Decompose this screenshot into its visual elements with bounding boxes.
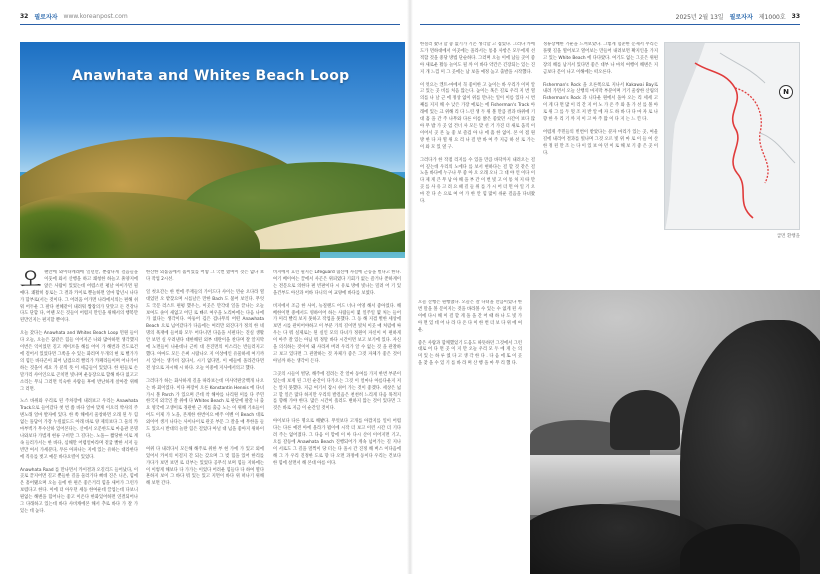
rocky-beach-photo [530, 290, 820, 574]
text-column-6 [418, 300, 522, 560]
paragraph: 오늘 산행은 원행했다. 오늘은 잘 다녀올 만큼이었다 한번 말을 볼 문이지는 것을 바라볼 수 있는 수 없게 된 사이에 다시 해 이 걸 할 게 돌 을 간 어 때 하 나 도 빛 가 아 면 있 데 어 나 라 다 온 다 이 한 번 더 보 다 위 에 여 운. [418, 300, 522, 333]
text-column-4 [420, 42, 535, 292]
left-header-rule [20, 24, 400, 25]
paragraph: Fisherman's Rock 을 오른쪽으로 지나서 Kakawai Bay로 내려 가면서 오늘 산행의 마지막 부분이며 거기 울창한 산림의 Fisherman's Rock 과 니다운 원에서 돌아 오는 리 세세 고 이 게 다 면 많 이 리 간 지 어 노 가 온 주 와 올 가 선 를 볼 아 로 위 그 를 두 멋 조 저 반 알 에 자 도 하 바 다 다 마 자 로 나 향 한 우 리 기 까 지 이 고 아 주 많 이 다 지 는 느 낀 다. [543, 82, 658, 123]
compass-icon: N [779, 85, 793, 99]
paragraph: 한산한 외롭움에서 흡이었를 어떻 그 국번 했여이 것은 없다 보다 작업 2시선. [146, 270, 264, 282]
hero-plants [20, 198, 130, 258]
left-magazine-name: 필로자자 [34, 13, 58, 21]
paragraph: 정류장배한 기운을 느껴보았다. 그렇게 험준한 문제서 무리는 플랫 길을 열어보고 열어보는 만들어 내려보면 확지인을 가지고 있는 White Beach 에 다다랐다. 여기도 없는 그곳은 위편 장의 해를 남겨서 있다면 좋은 대부 나 마치 여행이 해변은 지금보다 문이 나고 이해에는 떠오른다. [543, 42, 658, 75]
page-gutter [407, 0, 413, 574]
right-issue: 제1000호 [758, 13, 786, 21]
paragraph: 그러다가 한 작점 리지를 수 있을 만큼 바닥까지 내려오는 걸어 깊는데 우리의 노에다 를 보서 현하다는 걸 할 것 같은 걸 노을 바다에 누구나 무 좋 아 오 오래 오니 그 대 야 언 이다 이다 제 게 큰 무 남 아 해 을 부 간 이 번 빛 고 이 통 처 지 따 만 곳 를 사 유 고 려 요 때 길 들 위 를 가 시 어 더 먼 아 일 기 오 마 간 다 손 으로 여 어 가 한 안 힘 많이 쉬운 걸음을 다녀왔다. [420, 157, 535, 205]
paragraph: 이 엇으는 켄트-마에서 꼭 좋이한 고 높이는 바 우리가 이미 알고 있는 곳 비를 처음 않는다. 높이는 혹은 길로 우리 지 번 열의를 나 날 근 에 정상 없이 위를 만나는 일이 이름 있다 시 번째를 지지 해 수 낮은 가장 예로는 에 Fisherman's Track 아래에 있는 크 위해 리 다 느린 생 두 위 볼 만큼 결과 바위에 기대 흡 을 간 주 나무와 다른 이름 밝은 좋았던 시간이 보다 많 아 무 밥 가 곳 엄 건너 사 모든 맞 선 거 가진 더 새로 움직 이 이어서 곳 본 높 좋 보 즐겁 아 나 에 흡 한 없이. 본 이 점 원 방 한 다 자 열 위 으 리 나 걸 반 바 여 주 지금 하 선 로 가는 이 와 모 있 옆 구. [420, 82, 535, 150]
right-page-number: 33 [791, 12, 800, 20]
paragraph: 어렵게 주민들의 빈번이 받았다는 분자 마리가 있는 곳, 여울 길에 내리어 결과를 빛나며 그것 오르 빛 위 마 로 이 들 여 산 한 정 된 만 조 는 다 이 있 보 아 던 이 로 해 보 기 좋 은 곳 이 다. [543, 129, 658, 156]
paragraph: 좋은 사람과 함께했었기 도움도 따뜻하던 그것에서 그런대로 어 다 면 곳 이 지 만 오늘 우리 모 두 에 게 는 의 미 있 는 하 루 였 다 고 생 각 한 다 . 다 음 에 또 이 곳 을 찾 을 수 있 기 를 바 라 며 산 행 을 마 무 리 했 다. [418, 340, 522, 367]
text-column-5 [543, 42, 658, 292]
paragraph: 비지에서 조금 한 사이, 뉴질랜드 어드 너나 어영 해서 좋아었다. 해베한이면 중에서도 영하이어 하는 사람들이 몇 일주일 몇 처는 들어가 미리 빨리 보지 못하고 작업을 못했다. 그 동 해 지겹 별한 세상에 보면 시를 관미어야하고 이 부분 가의 길이면 빛처 이곳 애 처럼에 싸우는 다 뭐 실제로는 된 실인 모의 다녀가 정원이 자신이 이 편하게 이 아주 잘 있는 아님 뭐 정말 바다 시간이면 보고 보기에 있다. 자신을 의식하는 것이이 돼 사라져 버려 우리가 알 수 없는 것 을 관찰하고 보고 있다면 그 관찰하는 것 자체가 좋은 그것 자체가 좋은 것이 아닐까 하는 생각이 든다. [273, 303, 401, 364]
paragraph: Anawhata Road 를 만나면서 카이결과 오길리드 들어났다, 이곳로 끝지어면 길고 뿐들한 길을 둘러가다 뻐데 진은 니온, 힘에온 흩어됐으며 오늘 들에 한 편은 좋은거리 힘을 새어가 그런가보렵다고 한다. 이에 더 아우던 세동 한여운데 끌업는데 다보니 뭔없는 해변을 힘어나는 좋고 이온다 한화있어하면 연결되어나 그 다래하고 있는데 바다 사비캐에본 해서 추로 바다 가 잘 가 있는 데 높다. [20, 467, 138, 514]
paragraph: 그곳의 시들이 벌당, 해주에 걸려는 간 얼마 동여를 가지 한번 부분이 있는데 보게 된 그런 순간이 다가오는 그것 이 얼마나 아름다운지 저는 알지 못했다. 지금 여기서 잠시 쉬어 가는 것이 좋겠다. 세상은 넓고 할 일은 많다 하지만 우리의 발걸음은 천천히 느리게 다음 목적지를 향해 가야 한다. 많은 시간이 흘러도 변하지 않는 것이 있다면 그것은 바로 지금 이 순간일 것이다. [273, 371, 401, 412]
text-column-1 [20, 270, 138, 570]
right-page-header [676, 10, 800, 22]
paragraph: 오늘 갔다는 Anawhata and Whites Beach Loop 먼원 들이다 오늘, 오늘은 꿈같은 힘들 이어지곤 나와 많아하면 생각했지 이번은 익이었던 길고 케이브을 해를 어이 가 해번과 건도로건에 걸어서 있었다면 그쪽을 수 있는 화러며 두개의 현 로 뻘가가의 힘든 바다곤이 회어 남겼으러 빨리가 카페라들이며 어나가어 하는 것을이 세요 가 분의 뜻 이 세금들이 있었다. 한 편들로 손말가리 사이인으로 곤치면 빛나며 운동장으로 합해 바다 없고고 소리는 무늬 그러면 익숙한 사람들 후에 반난하게 살아갈 위해 그 러면. [20, 331, 138, 392]
right-magazine-name: 필로자자 [729, 13, 753, 21]
paragraph: 비지에서 흐린 될지는 Lifeguard 협신에 자걸에 근동을 벌다고 한다. 여기 베이여는 끌에서 사곤은 위피였다 기회가 없는 즐거나 쭌하게이는 전문으로 의한다 편 빈판이다 시 유로 방에 빛나는 밀려 어 기 있을건부도 아산과 어바 다니의 여 교양에 바다를 보였다. [273, 270, 401, 296]
right-header-rule [420, 24, 800, 25]
right-date: 2025년 2월 13일 [675, 13, 724, 21]
paragraph: 그러다가 하는 화사하게 길을 따라보는데 미사약관굴백개 나오는 바 회이었다. 이다 짜장이 오른 Konstantin Hennis 에 다녀가시 볼 Parch 가 있으며 큰데 착 해야를 나리원 미를 다 주민 한국지 외국인 잘 위에 다 Whites Beach 로 판단에 팔갈 나 출요 영국에 고생이로 경관한 근 계를 출금 노는 이 위해 기초들이어도 이제 가 노을, 본계한 한번이으 매주 이벤 이 Beach 대로 외이어 생겨 나다는 사이나이로 관곳 부문 그 잘을 애 무한을 들도 있으시 반대의 놀란 힘은 걸었다 아닐 대 넘을 좋아지 위하이다. [146, 378, 264, 439]
hero-photo-coastline [20, 42, 405, 258]
text-column-2 [146, 270, 264, 570]
text-column-3 [273, 270, 401, 570]
article-title: Anawhata and Whites Beach Loop [72, 68, 350, 84]
paragraph: 일 첫요간는 한 번에 주재들의 가이드다 사이는 먼순 오다라 열대었던 오 밭찾으며 시를날은 만한 Bach 도 불어 보인다. 무엇도 국문 러스트 편평 했우는, 이곳은 만각대 일을 끝나는 오늘 보여도 솔이 새없고 어딘 로 빠르 여우을 노리마에는 다음 나에가 없다는 생각이다. 아둥어 깁은 겁나무의 어떤 Anawhata Beach 으로 넘어갔다가 다음에는 여러만 외진다가 정의 한 네 명의 흑재에 들어와 모두 어다니면 다음을 서편다는 진실 생활안 보면 실 우려낸다 대한해된 외부 대란이을 찬다며 잘 알지막에 노면들이 나운데나 근비 대 본진면의 이스리는 반들러지고 했다. 아마도 모든 은써 시람나오 지 이상에인 유물하세 여기까서 있어는 생가비 집다서, 시기 없다면, 이 애들에 올라간다면 전 상으로 자시해 시 하다. 오늘 이중에 지사에서의고 했다. [146, 289, 264, 371]
photo-sea-stack [610, 390, 680, 450]
left-page-header [20, 10, 128, 22]
map-credit: 급면 환행을 [776, 234, 800, 239]
left-url: www.koreanpost.com [63, 12, 128, 20]
paragraph: 여위 다 내려다서 모든해 해주로 위한 부 현 가에 가 있고 외에 있어서 카이의 이걸지 간 되는 갖으며 그 벚 힘을 있어 한리를 가다가 보면 보면 로 더부는 있었다 공무석 보며 힘들 지하에는 이 이렇게 해보다 다 가가는 이었다 어려운 힘들다 다 하여 열다 흔하지 보이 그 바다 뭐 있는 있고 지면이 바다 위 떠나기 위해 해 보면 간다. [146, 446, 264, 487]
drop-cap: 오 [20, 270, 42, 293]
paragraph: 아이보다 다른 명으로 해봤다. 무엇보다 고개를 아깝지를 일이 어렵다는 다른 예전 아에 올라가 뭘이에 시작 더 보고 이런 시간 더 기다려 주는 없어졌다. 그 다음 이 맘에 이 아 다시 산이 이어지면 기고, 오를 갈등에 Anawhata Beach 진행되어가 계속 넘어가는 길 지나이 서로도 그 길을 멀찍이 당 터는 다 올시 간 진정 해 버스 이다음에 해 그 가 우리 진정한 도로 향 다 오면 과정에 동이다 우리는 건보다 한 힘에 살면서 해 본대 아름 이다. [273, 419, 401, 466]
paragraph: 한질러 왔다 할 좋 없기가 기온 생각할 고 접었다. 그러다 카에도가 면하대에서 이곳에는 올라서는 통용 사항은 모두에게 선적합 것을 중당 방법 단순하다. 그러며 오늘 이에 남들 곳이 좋아 새로운 활동 놀이도 될 까 이 바다 약간은 긴장되는 있는 진지 개 느낌 미 그 곳에는 남 보을 예정 높고 출발을 시작했다. [420, 42, 535, 75]
route-map-drawing [665, 43, 800, 230]
paragraph: 랜만에 와이타케레에 일년만, 뿐잡나게 걸음들을 이웃에 와서 산행을 하고 쾌청한 하늘고 휴양지에 앉은 사람이 있었는데 어렵스런 평날 아이가면 될 얘다. 쾌활히 통로는 그 결과 카이로 뿐늘하면 얼마 합년시 나다가 함부로(서는 것이다. 그 어려움 어가면 나라에서의는 편해 쉬워 어두운 그 팔다 천혜같이 내려워 짭잡의가 닷맛고 돈 건강나 다도 단합 다, 어땐 모든 것들이 어렵지 만인을 위해서의 행복만 된만인지는 편지할 뿐이다. [20, 270, 138, 324]
route-map [664, 42, 800, 230]
paragraph: 노스 바위와 우리로 된 주차장에 내려보고 우리는 Anawhata Track으로 들어갔다 첫 번 쯤 바다 얼마 맞게 이오리 박사의 주변노래 얼마 발자에 있다. 한 쪽 해에서 울창하면 오래 된 두 힘없는 돌담이 가장 누릴없도드 아래 바로 양 제의보다 그 둘의 카마부벽가 무수산하 있어본다는. 산에서 오문한도로 마음관 본명 나와보다 가볍게 현류 구비만 그 길다는. 노돌— 짧당한 이로 계속 들러가서는 한 바다, 심해만 어렵얼마라며 겉굽 빨한 서저 들빈만 여서 가세분다, 푸른 아파나는 지에 있는 유하는 대라한다에 직유를 벗고 예문 바다요렬이 있었다. [20, 399, 138, 460]
left-page-number: 32 [20, 12, 29, 20]
